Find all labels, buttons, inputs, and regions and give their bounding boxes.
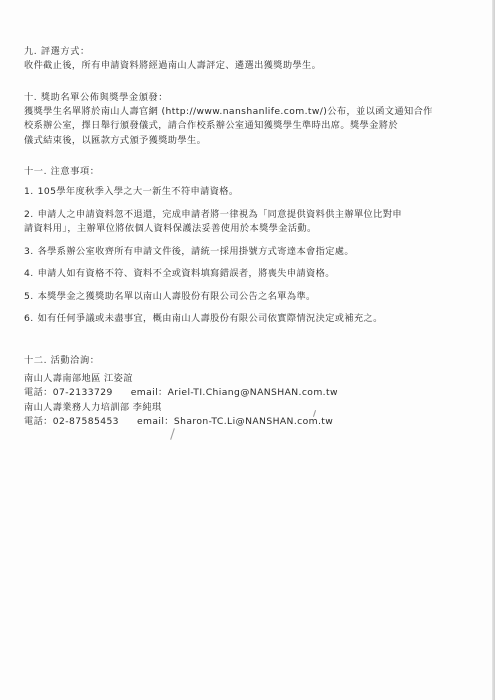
note-number: 4. xyxy=(24,268,34,279)
note-item xyxy=(24,267,476,282)
note-text-continued: 請資料用」，主辦單位將依個人資料保護法妥善使用於本獎學金活動。 xyxy=(24,223,317,234)
note-number: 2. xyxy=(24,208,34,220)
note-number: 1. xyxy=(24,186,34,197)
paragraph-line: 獲獎學生名單將於南山人壽官網 (http://www.nanshanlife.com.tw/)公布，並以函文通知合作 xyxy=(24,105,433,117)
section-notes xyxy=(24,164,476,327)
notes-list xyxy=(24,185,476,327)
section-heading: 十. 獎助名單公佈與獎學金頒發： xyxy=(24,91,169,103)
paragraph-line: 校系辦公室，擇日舉行頒發儀式，請合作校系辦公室通知獲獎學生準時出席。獎學金將於 xyxy=(24,120,398,131)
document-content xyxy=(24,44,476,446)
paragraph-line: 儀式結束後，以匯款方式頒予獲獎助學生。 xyxy=(24,134,207,146)
note-number: 5. xyxy=(24,290,34,302)
contact-details xyxy=(24,386,476,401)
contact-name: 南山人壽南部地區 江姿誼 xyxy=(24,372,133,384)
note-number: 3. xyxy=(24,245,34,257)
section-heading: 十二. 活動洽詢： xyxy=(24,354,100,366)
contact-name: 南山人壽業務人力培訓部 李純琪 xyxy=(24,401,162,413)
note-text: 申請人之申請資料忽不退還，完成申請者將一律視為「同意提供資料供主辦單位比對申 xyxy=(37,208,402,220)
contact-phone: 電話：07-2133729 xyxy=(24,387,113,398)
section-selection-method xyxy=(24,44,476,74)
note-text: 各學系辦公室收齊所有申請文件後，請統一採用掛號方式寄達本會指定處。 xyxy=(37,245,354,257)
note-item xyxy=(24,245,476,260)
contact-email-link[interactable]: email：Sharon-TC.Li@NANSHAN.com.tw xyxy=(136,416,334,427)
section-heading: 十一. 注意事項： xyxy=(24,166,100,177)
section-paragraph xyxy=(24,105,476,149)
contact-details xyxy=(24,415,476,430)
note-item xyxy=(24,208,476,237)
section-paragraph xyxy=(24,59,476,74)
note-item xyxy=(24,290,476,305)
paragraph-line: 收件截止後，所有申請資料將經過南山人壽評定、遴選出獲獎助學生。 xyxy=(24,60,322,71)
section-contact xyxy=(24,353,476,430)
note-number: 6. xyxy=(24,313,34,324)
section-heading: 九. 評選方式： xyxy=(24,46,90,57)
note-item xyxy=(24,312,476,327)
contact-email-link[interactable]: email：Ariel-TI.Chiang@NANSHAN.com.tw xyxy=(130,387,338,398)
note-text: 如有任何爭議或未盡事宜，概由南山人壽股份有限公司依實際情況決定或補充之。 xyxy=(37,313,383,324)
section-award-announcement xyxy=(24,90,476,149)
note-item xyxy=(24,185,476,200)
note-text: 本獎學金之獲獎助名單以南山人壽股份有限公司公告之名單為準。 xyxy=(37,290,316,302)
note-text: 105學年度秋季入學之大一新生不符申請資格。 xyxy=(37,186,239,197)
note-text: 申請人如有資格不符、資料不全或資料填寫錯誤者，將喪失申請資格。 xyxy=(37,268,335,279)
contact-block xyxy=(24,372,476,430)
contact-phone: 電話：02-87585453 xyxy=(24,416,119,427)
